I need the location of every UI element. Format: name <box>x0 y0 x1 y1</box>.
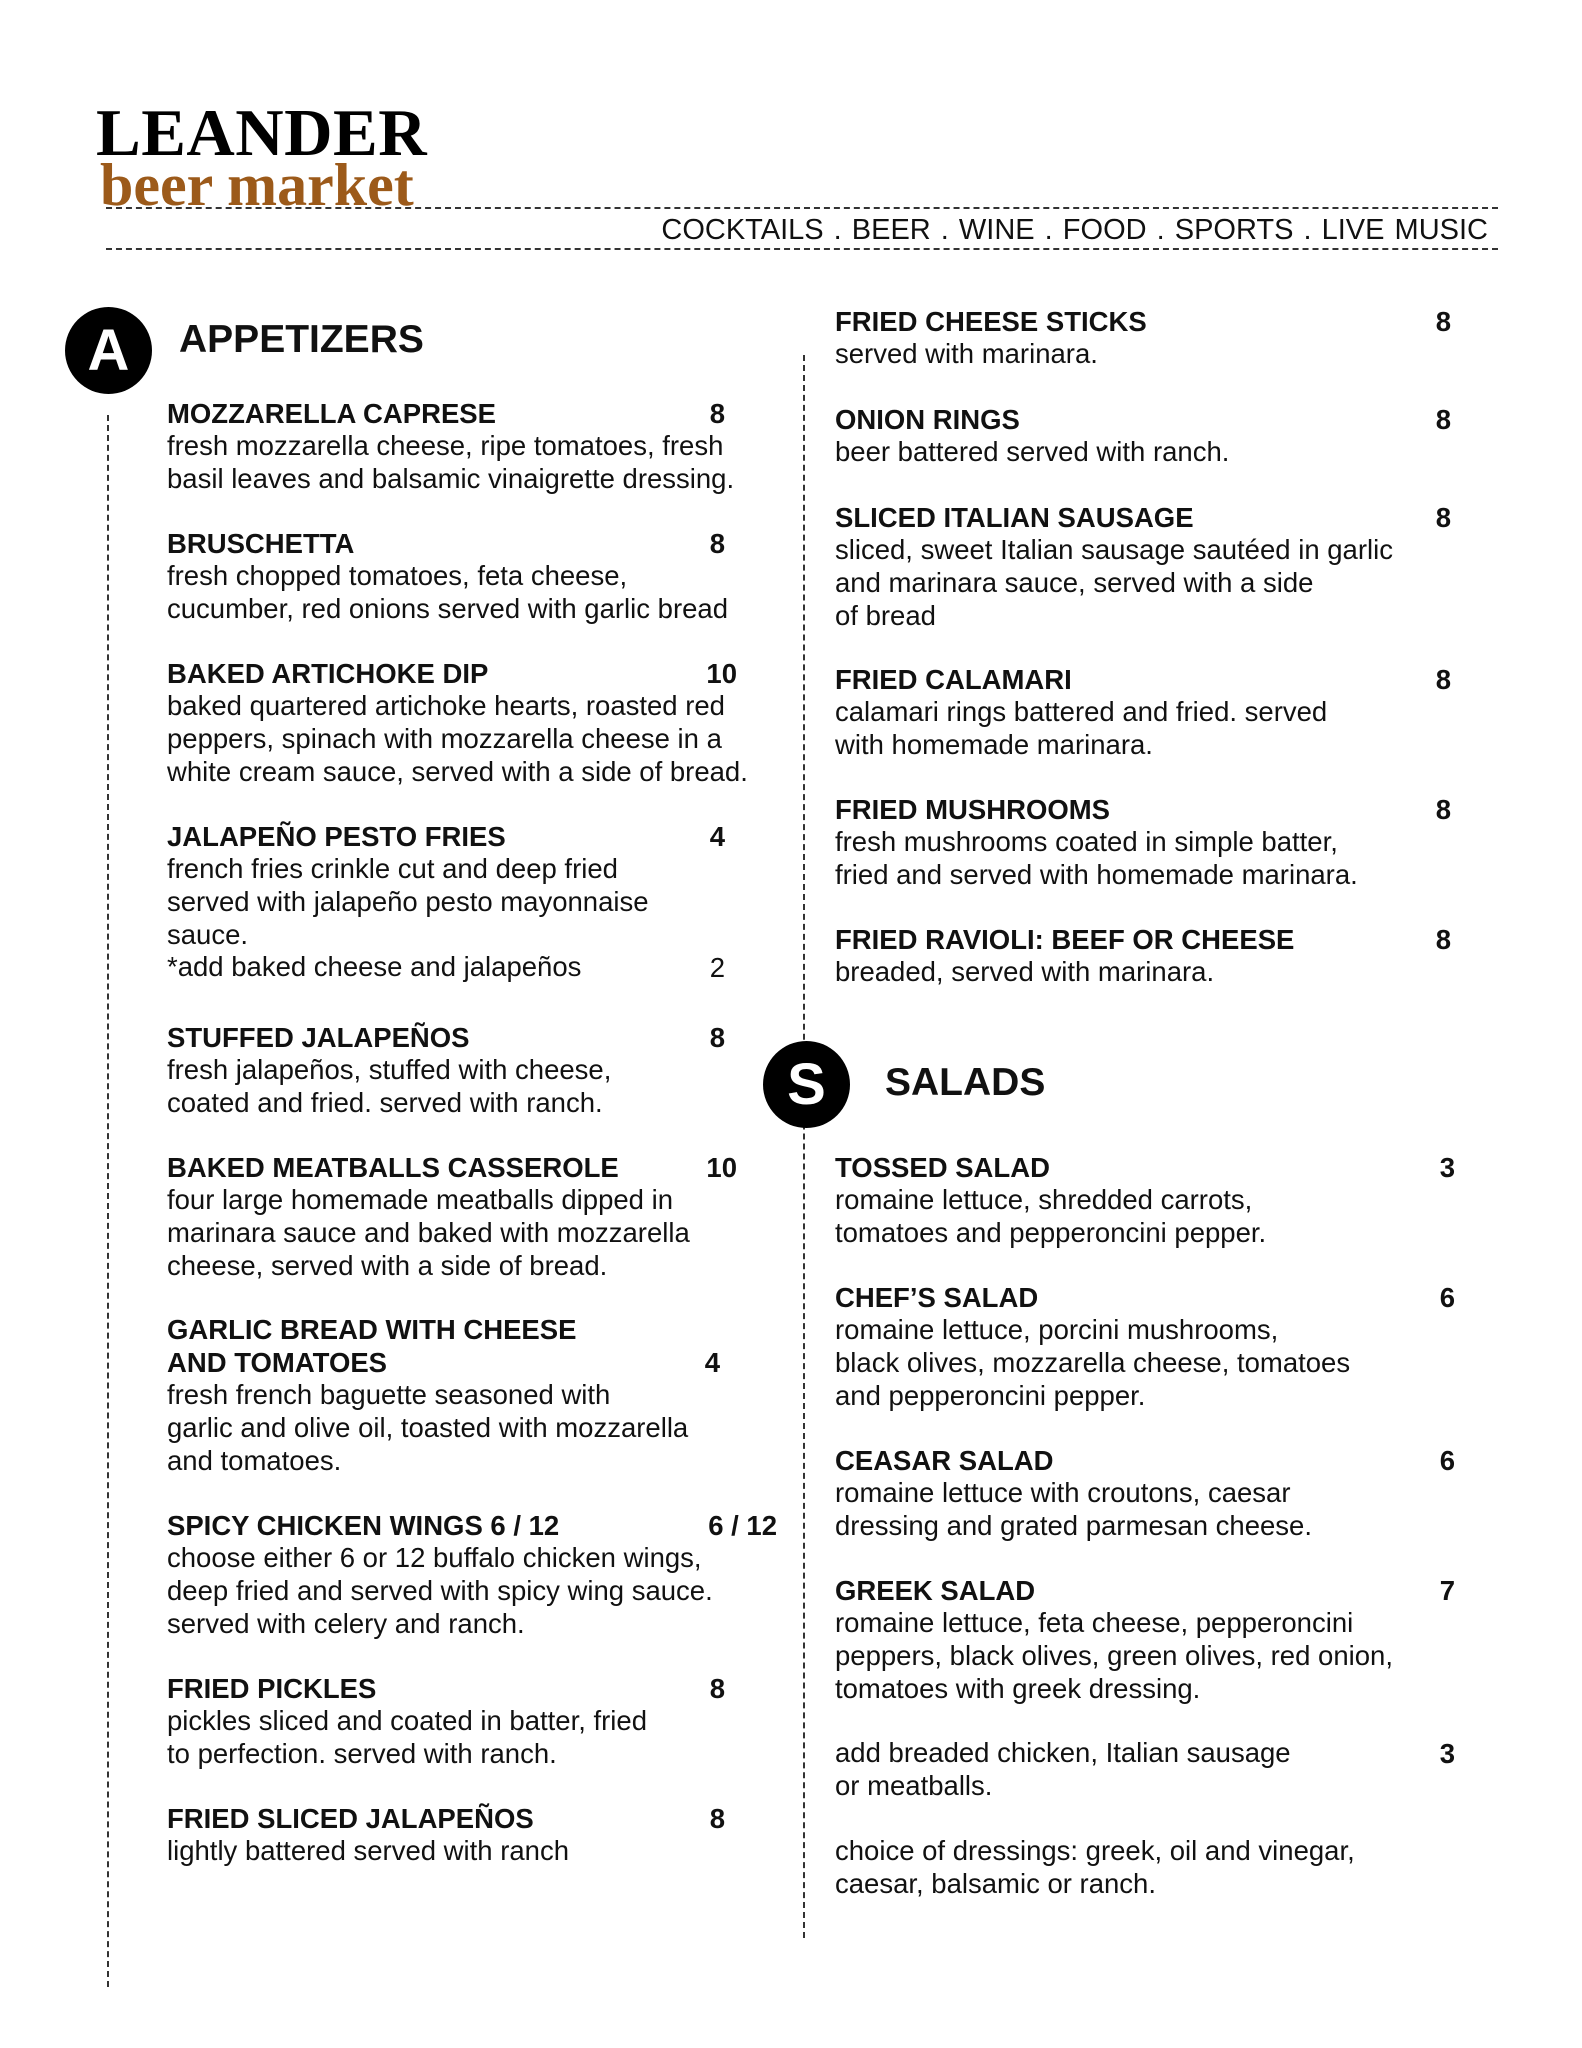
menu-item <box>835 1444 1455 1543</box>
item-price: 8 <box>1435 502 1451 533</box>
item-name: FRIED SLICED JALAPEÑOS <box>167 1803 534 1834</box>
item-price: 8 <box>1435 306 1451 337</box>
item-description: fresh jalapeños, stuffed with cheese, coated and fried. served with ranch. <box>167 1054 612 1118</box>
menu-item <box>167 1313 720 1477</box>
item-description: baked quartered artichoke hearts, roasted red peppers, spinach with mozzarella cheese in a white cream sauce, served with a side of bread. <box>167 690 748 787</box>
item-name: ONION RINGS <box>835 404 1020 435</box>
menu-item <box>835 663 1451 762</box>
dressing-choices <box>835 1835 1455 1901</box>
logo-wordmark: LEANDER <box>96 96 428 170</box>
item-addon <box>167 951 725 984</box>
item-name: FRIED RAVIOLI: BEEF OR CHEESE <box>835 924 1295 955</box>
item-description: fresh mushrooms coated in simple batter, fried and served with homemade marinara. <box>835 826 1358 890</box>
item-description: lightly battered served with ranch <box>167 1835 570 1866</box>
menu-item <box>167 397 735 496</box>
item-description: fresh mozzarella cheese, ripe tomatoes, fresh basil leaves and balsamic vinaigrette dressing. <box>167 430 735 494</box>
menu-item <box>835 403 1451 469</box>
item-price: 10 <box>706 1152 737 1183</box>
menu-item <box>167 527 728 626</box>
addon-text: add breaded chicken, Italian sausage <box>835 1737 1291 1768</box>
item-price: 8 <box>1435 664 1451 695</box>
item-price: 8 <box>1435 404 1451 435</box>
item-description: served with marinara. <box>835 338 1098 369</box>
item-description: romaine lettuce, shredded carrots, tomatoes and pepperoncini pepper. <box>835 1184 1267 1248</box>
item-name: CHEF’S SALAD <box>835 1282 1039 1313</box>
salad-addon <box>835 1737 1455 1803</box>
item-name: CEASAR SALAD <box>835 1445 1054 1476</box>
menu-item <box>167 1802 725 1868</box>
menu-item <box>835 501 1451 632</box>
item-description: four large homemade meatballs dipped in marinara sauce and baked with mozzarella cheese, served with a side of bread. <box>167 1184 690 1281</box>
item-price: 6 <box>1439 1445 1455 1476</box>
item-name: SPICY CHICKEN WINGS 6 / 12 <box>167 1510 560 1541</box>
item-description: fresh french baguette seasoned with garlic and olive oil, toasted with mozzarella and tomatoes. <box>167 1379 689 1476</box>
item-name: FRIED CHEESE STICKS <box>835 306 1147 337</box>
item-price: 7 <box>1439 1575 1455 1606</box>
item-description: choose either 6 or 12 buffalo chicken wings, deep fried and served with spicy wing sauce. served with celery and ranch. <box>167 1542 713 1639</box>
item-name: AND TOMATOES <box>167 1347 388 1378</box>
item-description: romaine lettuce, porcini mushrooms, black olives, mozzarella cheese, tomatoes and pepperoncini pepper. <box>835 1314 1351 1411</box>
item-name: FRIED CALAMARI <box>835 664 1072 695</box>
menu-item <box>167 1509 777 1640</box>
addon-text-cont: or meatballs. <box>835 1769 993 1801</box>
item-price: 6 / 12 <box>708 1510 777 1541</box>
addon-price: 2 <box>709 952 725 984</box>
item-name: BAKED MEATBALLS CASSEROLE <box>167 1152 619 1183</box>
item-price: 8 <box>1435 924 1451 955</box>
tagline: COCKTAILS . BEER . WINE . FOOD . SPORTS . LIVE MUSIC <box>661 214 1488 246</box>
menu-item <box>167 820 725 984</box>
item-price: 6 <box>1439 1282 1455 1313</box>
dressings-line: choice of dressings: greek, oil and vinegar, <box>835 1835 1355 1866</box>
header-divider-bottom <box>106 248 1498 250</box>
menu-item <box>835 923 1451 989</box>
menu-item <box>835 1574 1455 1705</box>
menu-item <box>167 1151 737 1282</box>
item-name: JALAPEÑO PESTO FRIES <box>167 821 506 852</box>
item-name: FRIED MUSHROOMS <box>835 794 1110 825</box>
item-price: 8 <box>709 398 725 429</box>
item-name: STUFFED JALAPEÑOS <box>167 1022 470 1053</box>
salads-title: SALADS <box>885 1061 1046 1104</box>
logo-subtitle: beer market <box>100 152 414 218</box>
item-name: FRIED PICKLES <box>167 1673 377 1704</box>
item-price: 8 <box>709 528 725 559</box>
menu-item <box>167 1021 725 1120</box>
item-description: beer battered served with ranch. <box>835 436 1230 467</box>
item-name: GARLIC BREAD WITH CHEESE <box>167 1314 577 1345</box>
item-price: 8 <box>709 1673 725 1704</box>
item-price: 4 <box>704 1347 720 1378</box>
menu-item <box>835 305 1451 371</box>
item-description: sliced, sweet Italian sausage sautéed in garlic and marinara sauce, served with a side of bread <box>835 534 1393 631</box>
item-price: 8 <box>709 1803 725 1834</box>
item-price: 3 <box>1439 1152 1455 1183</box>
item-name: GREEK SALAD <box>835 1575 1036 1606</box>
menu-item <box>167 1672 725 1771</box>
dressings-line: caesar, balsamic or ranch. <box>835 1867 1156 1899</box>
item-description: french fries crinkle cut and deep fried served with jalapeño pesto mayonnaise sauce. <box>167 853 649 950</box>
item-name: MOZZARELLA CAPRESE <box>167 398 496 429</box>
item-name: BRUSCHETTA <box>167 528 355 559</box>
item-description: romaine lettuce with croutons, caesar dressing and grated parmesan cheese. <box>835 1477 1312 1541</box>
item-description: pickles sliced and coated in batter, fried to perfection. served with ranch. <box>167 1705 648 1769</box>
item-name: SLICED ITALIAN SAUSAGE <box>835 502 1194 533</box>
item-price: 10 <box>706 658 737 689</box>
item-name: BAKED ARTICHOKE DIP <box>167 658 489 689</box>
item-description: breaded, served with marinara. <box>835 956 1215 987</box>
header-divider-top <box>106 207 1498 209</box>
appetizers-title: APPETIZERS <box>179 318 424 361</box>
menu-item <box>835 793 1451 892</box>
addon-text: *add baked cheese and jalapeños <box>167 951 582 983</box>
appetizers-badge-icon: A <box>65 307 152 394</box>
menu-item <box>167 657 748 788</box>
menu-item <box>835 1151 1455 1250</box>
right-column-rule <box>803 355 805 1938</box>
left-column-rule <box>107 415 109 1987</box>
item-description: calamari rings battered and fried. served with homemade marinara. <box>835 696 1328 760</box>
item-name: TOSSED SALAD <box>835 1152 1050 1183</box>
item-price: 4 <box>709 821 725 852</box>
addon-price: 3 <box>1439 1738 1455 1769</box>
item-price: 8 <box>1435 794 1451 825</box>
item-description: fresh chopped tomatoes, feta cheese, cucumber, red onions served with garlic bread <box>167 560 728 624</box>
menu-item <box>835 1281 1455 1412</box>
salads-badge-icon: S <box>763 1041 850 1128</box>
item-price: 8 <box>709 1022 725 1053</box>
item-description: romaine lettuce, feta cheese, pepperoncini peppers, black olives, green olives, red onion, tomatoes with greek dressing. <box>835 1607 1393 1704</box>
